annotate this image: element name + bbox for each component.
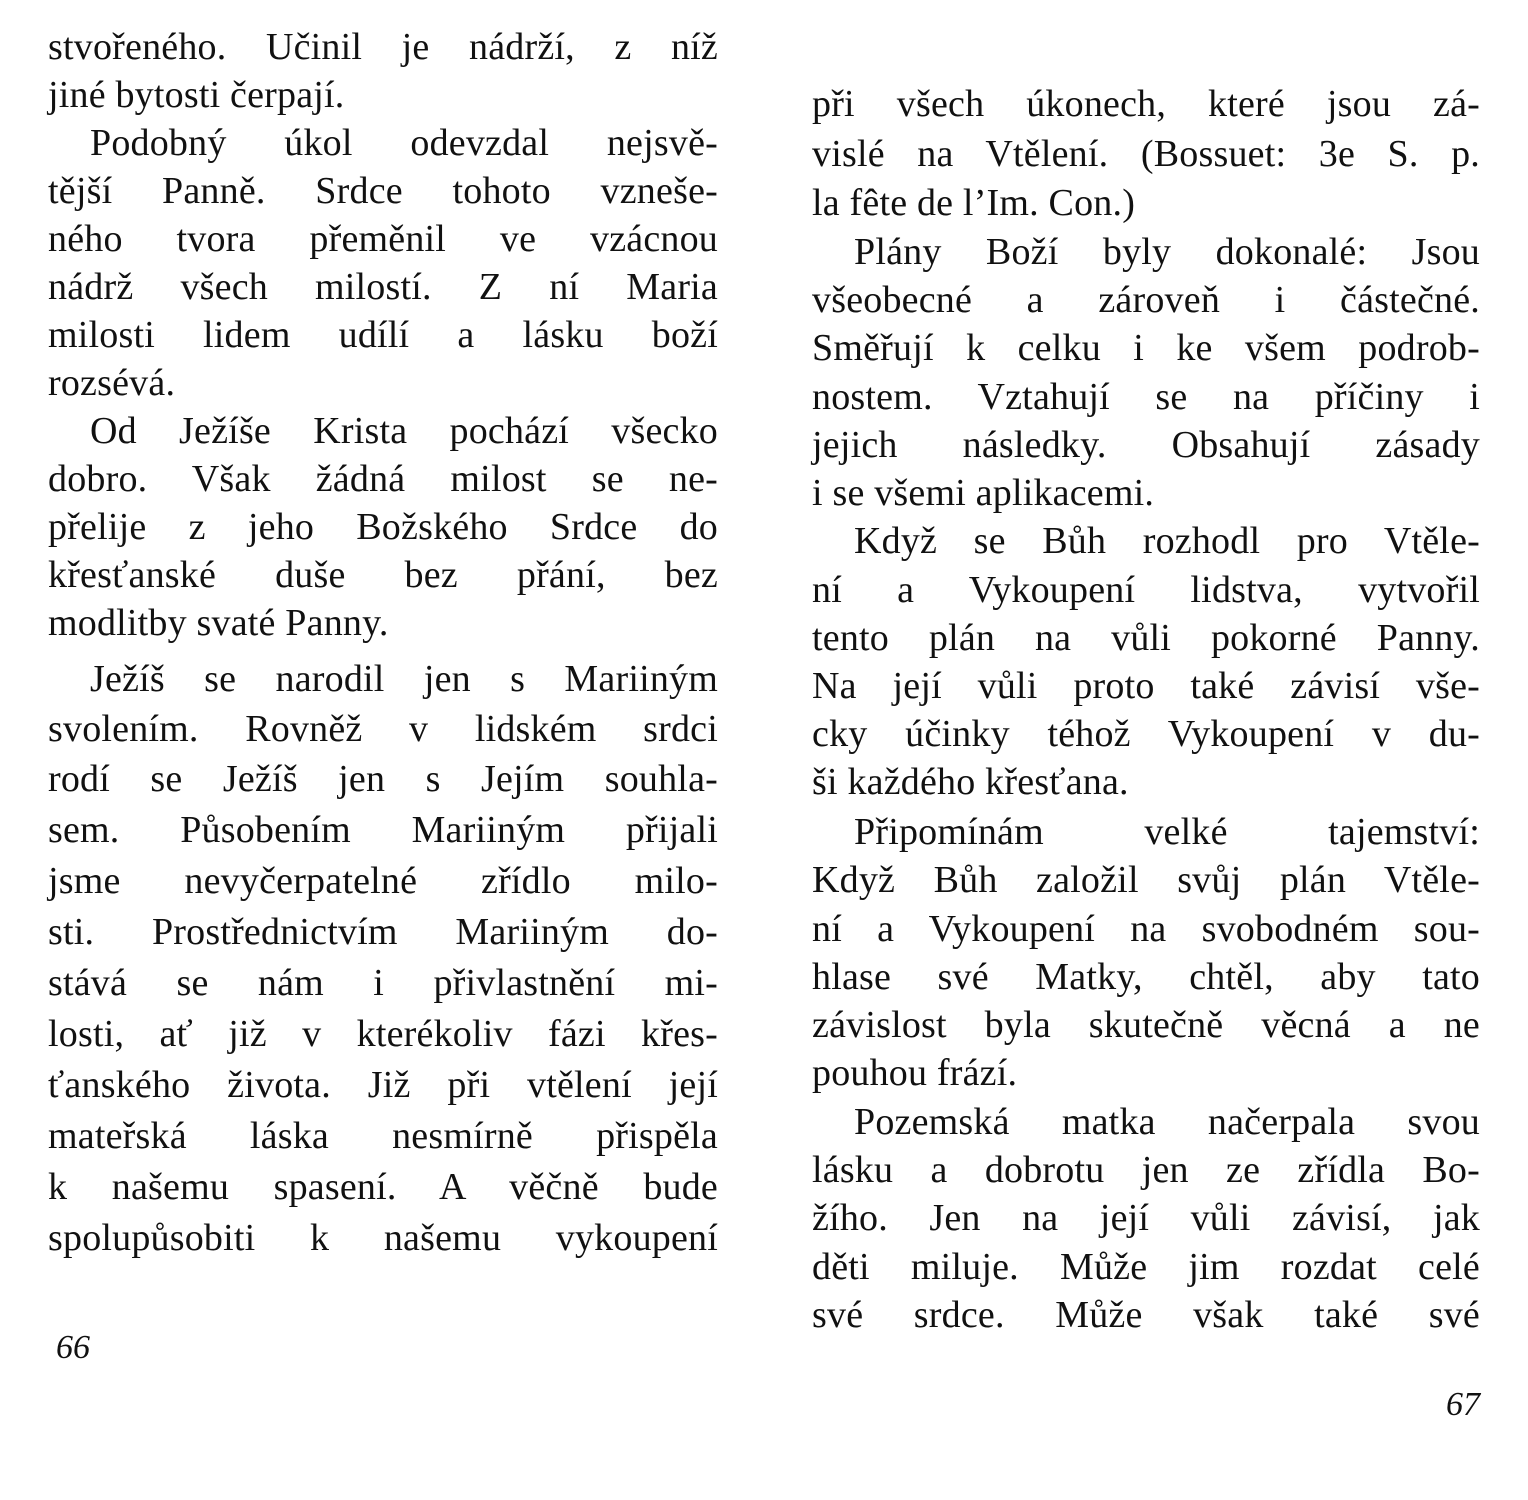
text-line: hlase své Matky, chtěl, aby tato (812, 956, 1480, 998)
text-line: milosti lidem udílí a lásku boží (48, 314, 718, 356)
text-line: závislost byla skutečně věcná a ne (812, 1004, 1480, 1046)
right-page (812, 0, 1480, 1500)
text-line: rodí se Ježíš jen s Jejím souhla- (48, 758, 718, 800)
text-line: jiné bytosti čerpají. (48, 74, 345, 116)
text-line: modlitby svaté Panny. (48, 602, 389, 644)
text-line: k našemu spasení. A věčně bude (48, 1166, 718, 1208)
text-line: stvořeného. Učinil je nádrží, z níž (48, 26, 718, 68)
text-line: křesťanské duše bez přání, bez (48, 554, 718, 596)
text-line: la fête de l’Im. Con.) (812, 182, 1136, 224)
text-line: losti, ať již v kterékoliv fázi křes- (48, 1013, 718, 1055)
text-line: mateřská láska nesmírně přispěla (48, 1115, 718, 1157)
text-line: rozsévá. (48, 362, 176, 404)
text-line: lásku a dobrotu jen ze zřídla Bo- (812, 1149, 1480, 1191)
text-line: ši každého křesťana. (812, 761, 1129, 803)
text-line: pouhou frází. (812, 1052, 1018, 1094)
text-line: Když se Bůh rozhodl pro Vtěle- (854, 520, 1480, 562)
text-line: jejich následky. Obsahují zásady (812, 424, 1480, 466)
text-line: Od Ježíše Krista pochází všecko (90, 410, 718, 452)
text-line: Když Bůh založil svůj plán Vtěle- (812, 859, 1480, 901)
text-line: spolupůsobiti k našemu vykoupení (48, 1217, 718, 1259)
text-line: Pozemská matka načerpala svou (854, 1101, 1480, 1143)
text-line: Směřují k celku i ke všem podrob- (812, 327, 1480, 369)
left-page (48, 0, 718, 1500)
text-line: Na její vůli proto také závisí vše- (812, 665, 1480, 707)
text-line: svolením. Rovněž v lidském srdci (48, 708, 718, 750)
text-line: stává se nám i přivlastnění mi- (48, 962, 718, 1004)
text-line: i se všemi aplikacemi. (812, 472, 1155, 514)
text-line: Plány Boží byly dokonalé: Jsou (854, 231, 1480, 273)
text-line: ného tvora přeměnil ve vzácnou (48, 218, 718, 260)
text-line: dobro. Však žádná milost se ne- (48, 458, 718, 500)
text-line: tento plán na vůli pokorné Panny. (812, 617, 1480, 659)
text-line: cky účinky téhož Vykoupení v du- (812, 713, 1480, 755)
text-line: Ježíš se narodil jen s Mariiným (90, 658, 718, 700)
text-line: Podobný úkol odevzdal nejsvě- (90, 122, 718, 164)
text-line: při všech úkonech, které jsou zá- (812, 83, 1480, 125)
text-line: vislé na Vtělení. (Bossuet: 3e S. p. (812, 133, 1480, 175)
text-line: všeobecné a zároveň i částečné. (812, 279, 1480, 321)
text-line: nostem. Vztahují se na příčiny i (812, 376, 1480, 418)
text-line: ťanského života. Již při vtělení její (48, 1064, 718, 1106)
page-number: 66 (56, 1329, 90, 1366)
page-number: 67 (1446, 1386, 1480, 1423)
text-line: Připomínám velké tajemství: (854, 811, 1480, 853)
text-line: sem. Působením Mariiným přijali (48, 809, 718, 851)
text-line: ní a Vykoupení lidstva, vytvořil (812, 569, 1480, 611)
text-line: přelije z jeho Božského Srdce do (48, 506, 718, 548)
text-line: jsme nevyčerpatelné zřídlo milo- (48, 860, 718, 902)
text-line: tější Panně. Srdce tohoto vzneše- (48, 170, 718, 212)
text-line: sti. Prostřednictvím Mariiným do- (48, 911, 718, 953)
text-line: nádrž všech milostí. Z ní Maria (48, 266, 718, 308)
text-line: žího. Jen na její vůli závisí, jak (812, 1197, 1480, 1239)
text-line: své srdce. Může však také své (812, 1294, 1480, 1336)
text-line: děti miluje. Může jim rozdat celé (812, 1246, 1480, 1288)
text-line: ní a Vykoupení na svobodném sou- (812, 908, 1480, 950)
